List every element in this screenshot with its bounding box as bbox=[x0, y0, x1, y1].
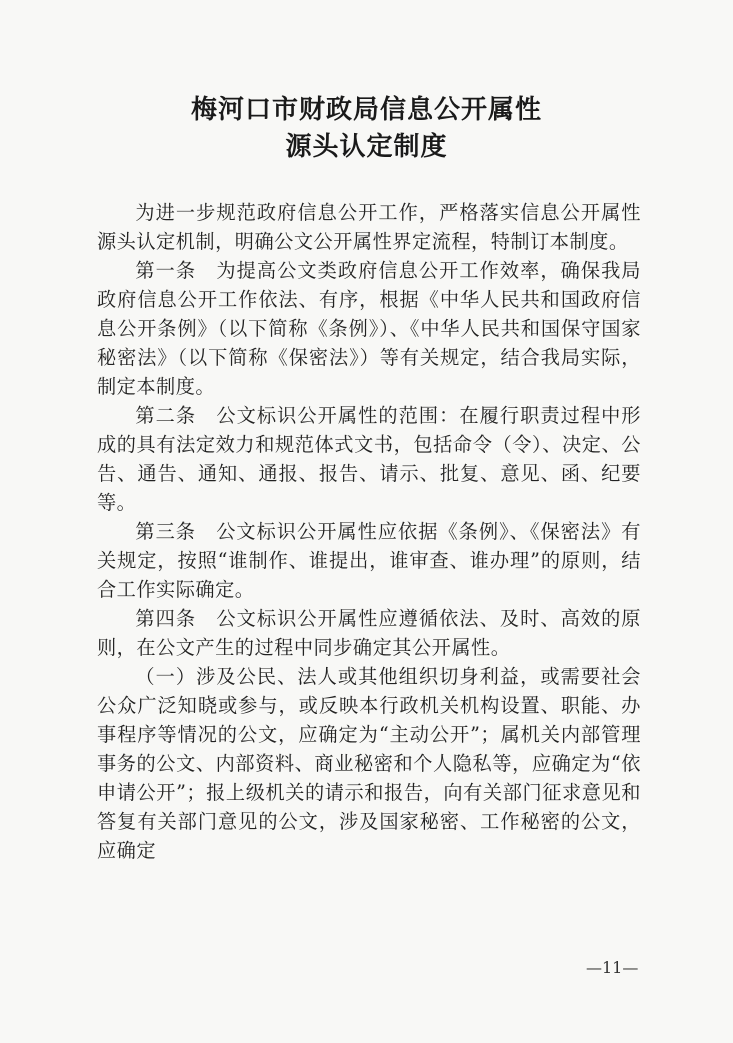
paragraph-article-4-item-1: （一）涉及公民、法人或其他组织切身利益，或需要社会公众广泛知晓或参与，或反映本行政机关机构设置、职能、办事程序等情况的公文，应确定为“主动公开”；属机关内部管理事务的公文、内部资料、商业秘密和个人隐私等，应确定为“依申请公开”；报上级机关的请示和报告，向有关部门征求意见和答复有关部门意见的公文，涉及国家秘密、工作秘密的公文，应确定 bbox=[97, 665, 641, 862]
paragraph-article-2: 第二条 公文标识公开属性的范围：在履行职责过程中形成的具有法定效力和规范体式文书，包括命令（令）、决定、公告、通告、通知、通报、报告、请示、批复、意见、函、纪要等。 bbox=[97, 404, 641, 514]
document-title-line1: 梅河口市财政局信息公开属性 bbox=[190, 95, 542, 125]
paragraph-article-4: 第四条 公文标识公开属性应遵循依法、及时、高效的原则，在公文产生的过程中同步确定其公开属性。 bbox=[97, 607, 641, 659]
page-number: —11— bbox=[586, 958, 639, 977]
document-title-line2: 源头认定制度 bbox=[285, 132, 448, 162]
document-body bbox=[97, 198, 641, 865]
paragraph-article-1: 第一条 为提高公文类政府信息公开工作效率，确保我局政府信息公开工作依法、有序，根据《中华人民共和国政府信息公开条例》（以下简称《条例》）、《中华人民共和国保守国家秘密法》（以下简称《保密法》）等有关规定，结合我局实际，制定本制度。 bbox=[97, 259, 641, 398]
paragraph-article-3: 第三条 公文标识公开属性应依据《条例》、《保密法》有关规定，按照“谁制作、谁提出，谁审查、谁办理”的原则，结合工作实际确定。 bbox=[97, 520, 641, 601]
paragraph-intro: 为进一步规范政府信息公开工作，严格落实信息公开属性源头认定机制，明确公文公开属性界定流程，特制订本制度。 bbox=[97, 201, 641, 253]
